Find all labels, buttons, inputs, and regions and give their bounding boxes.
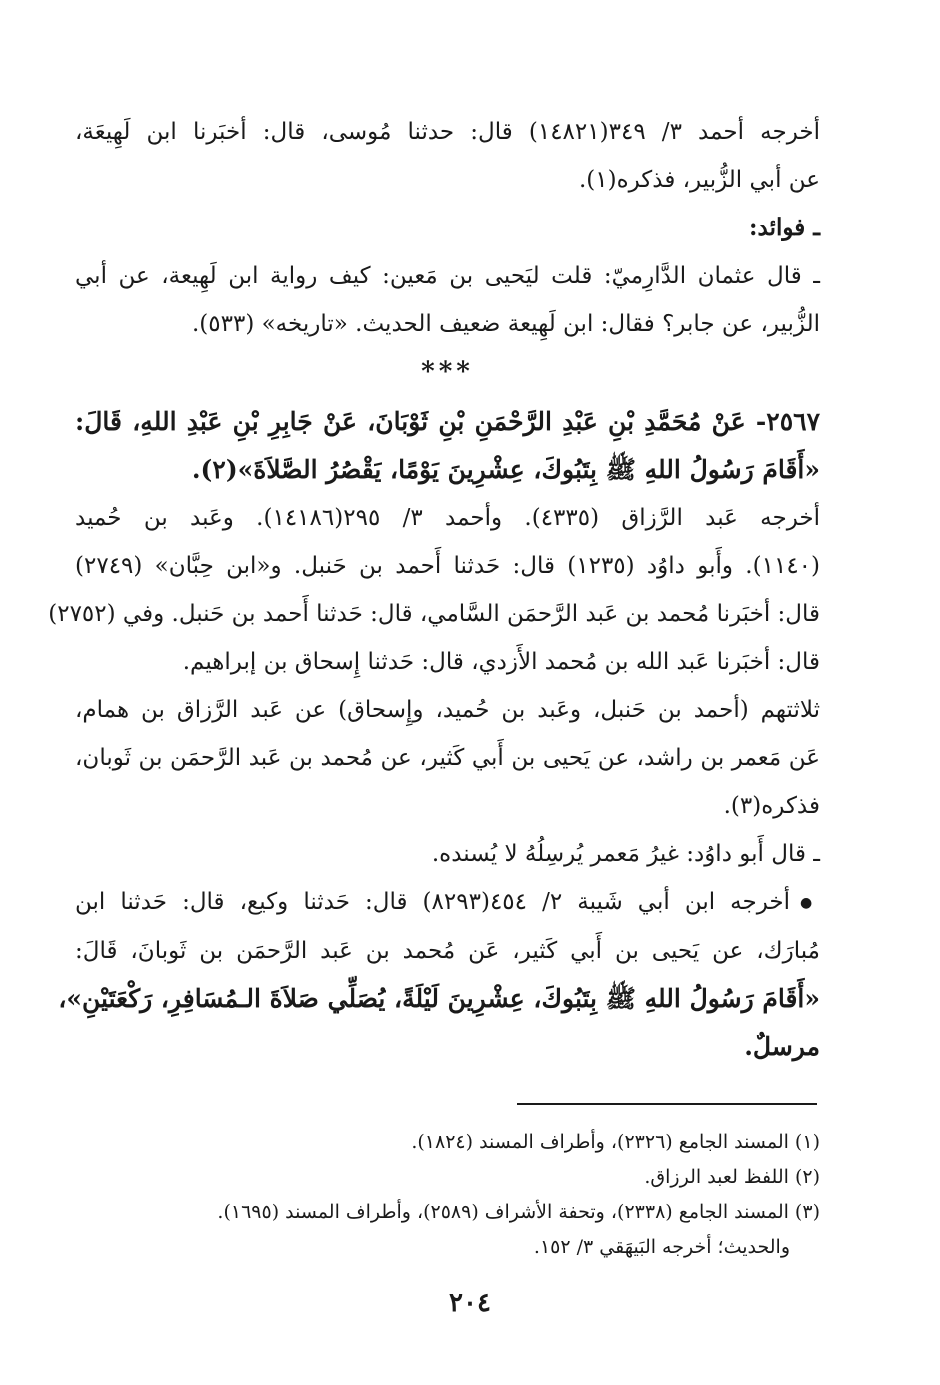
footnotes [120,1125,820,1265]
text-line: مرسلٌ. [744,1032,820,1061]
text-line: عن أبي الزُّبير، فذكره(١). [578,167,820,193]
text-line: ـ قال أَبو داوُد: غيرُ مَعمر يُرسِلُهُ لا يُسنده. [431,841,820,867]
text-line: أخرجه أحمد ٣/ ٣٤٩(١٤٨٢١) قال: حدثنا مُوسى، قال: أخبَرنا ابن لَهِيعَة، [75,119,820,145]
page-number: ٢٠٤ [449,1288,491,1318]
footnote: (٣) المسند الجامع (٢٣٣٨)، وتحفة الأشراف (٢٥٨٩)، وأطراف المسند (١٦٩٥). [217,1201,820,1223]
footnote: (١) المسند الجامع (٢٣٢٦)، وأطراف المسند (١٨٢٤). [411,1131,820,1153]
section-separator: *** [421,357,474,387]
hadith-text: «أَقَامَ رَسُولُ اللهِ ﷺ بِتَبُوكَ، عِشْرِينَ يَوْمًا، يَقْصُرُ الصَّلاَةَ»(٢). [191,455,820,484]
text-line: ـ قال عثمان الدَّارِميّ: قلت ليَحيى بن مَعين: كيف رواية ابن لَهِيعة، عن أبي [75,263,820,289]
hadith-text: «أَقَامَ رَسُولُ اللهِ ﷺ بِتَبُوكَ، عِشْرِينَ لَيْلَةً، يُصَلِّي صَلاَةَ الـمُسَافِرِ، رَكْعَتَيْنِ»، [58,984,820,1013]
text-line: أخرجه عَبد الرَّزاق (٤٣٣٥). وأحمد ٣/ ٢٩٥(١٤١٨٦). وعَبد بن حُميد [75,505,821,531]
footnote: (٢) اللفظ لعبد الرزاق. [644,1166,820,1188]
hadith-heading: ٢٥٦٧- عَنْ مُحَمَّدِ بْنِ عَبْدِ الرَّحْمَنِ بْنِ ثَوْبَانَ، عَنْ جَابِرِ بْنِ عَبْدِ اللهِ، قَالَ: [75,407,820,436]
text-line: فذكره(٣). [723,793,820,819]
text-line: مُبارَك، عن يَحيى بن أَبي كَثير، عَن مُحمد بن عَبد الرَّحمَن بن ثَوبانَ، قَالَ: [75,938,820,964]
text-line: الزُّبير، عن جابر؟ فقال: ابن لَهِيعة ضعيف الحديث. «تاريخه» (٥٣٣). [191,311,820,337]
section-heading: ـ فوائد: [749,214,820,241]
bullet-line: ● أخرجه ابن أبي شَيبة ٢/ ٤٥٤(٨٢٩٣) قال: حَدثنا وكيع، قال: حَدثنا ابن [75,878,820,927]
main-text [48,108,821,1071]
text-line: ثلاثتهم (أحمد بن حَنبل، وعَبد بن حُميد، وإِسحاق) عن عَبد الرَّزاق بن همام، [75,697,820,723]
footnote-divider [517,1103,817,1105]
footnote: والحديث؛ أخرجه البَيهَقي ٣/ ١٥٢. [533,1236,790,1258]
text-line: قال: أخبَرنا عَبد الله بن مُحمد الأَزدي، قال: حَدثنا إِسحاق بن إبراهيم. [182,649,820,675]
text-line: عَن مَعمر بن راشد، عن يَحيى بن أَبي كَثير، عن مُحمد بن عَبد الرَّحمَن بن ثَوبان، [75,745,820,771]
text-line: (١١٤٠). وأَبو داوُد (١٢٣٥) قال: حَدثنا أَحمد بن حَنبل. و«ابن حِبَّان» (٢٧٤٩) [75,553,821,579]
text-line: قال: أخبَرنا مُحمد بن عَبد الرَّحمَن السَّامي، قال: حَدثنا أَحمد بن حَنبل. وفي (٢٧٥٢) [48,601,820,627]
